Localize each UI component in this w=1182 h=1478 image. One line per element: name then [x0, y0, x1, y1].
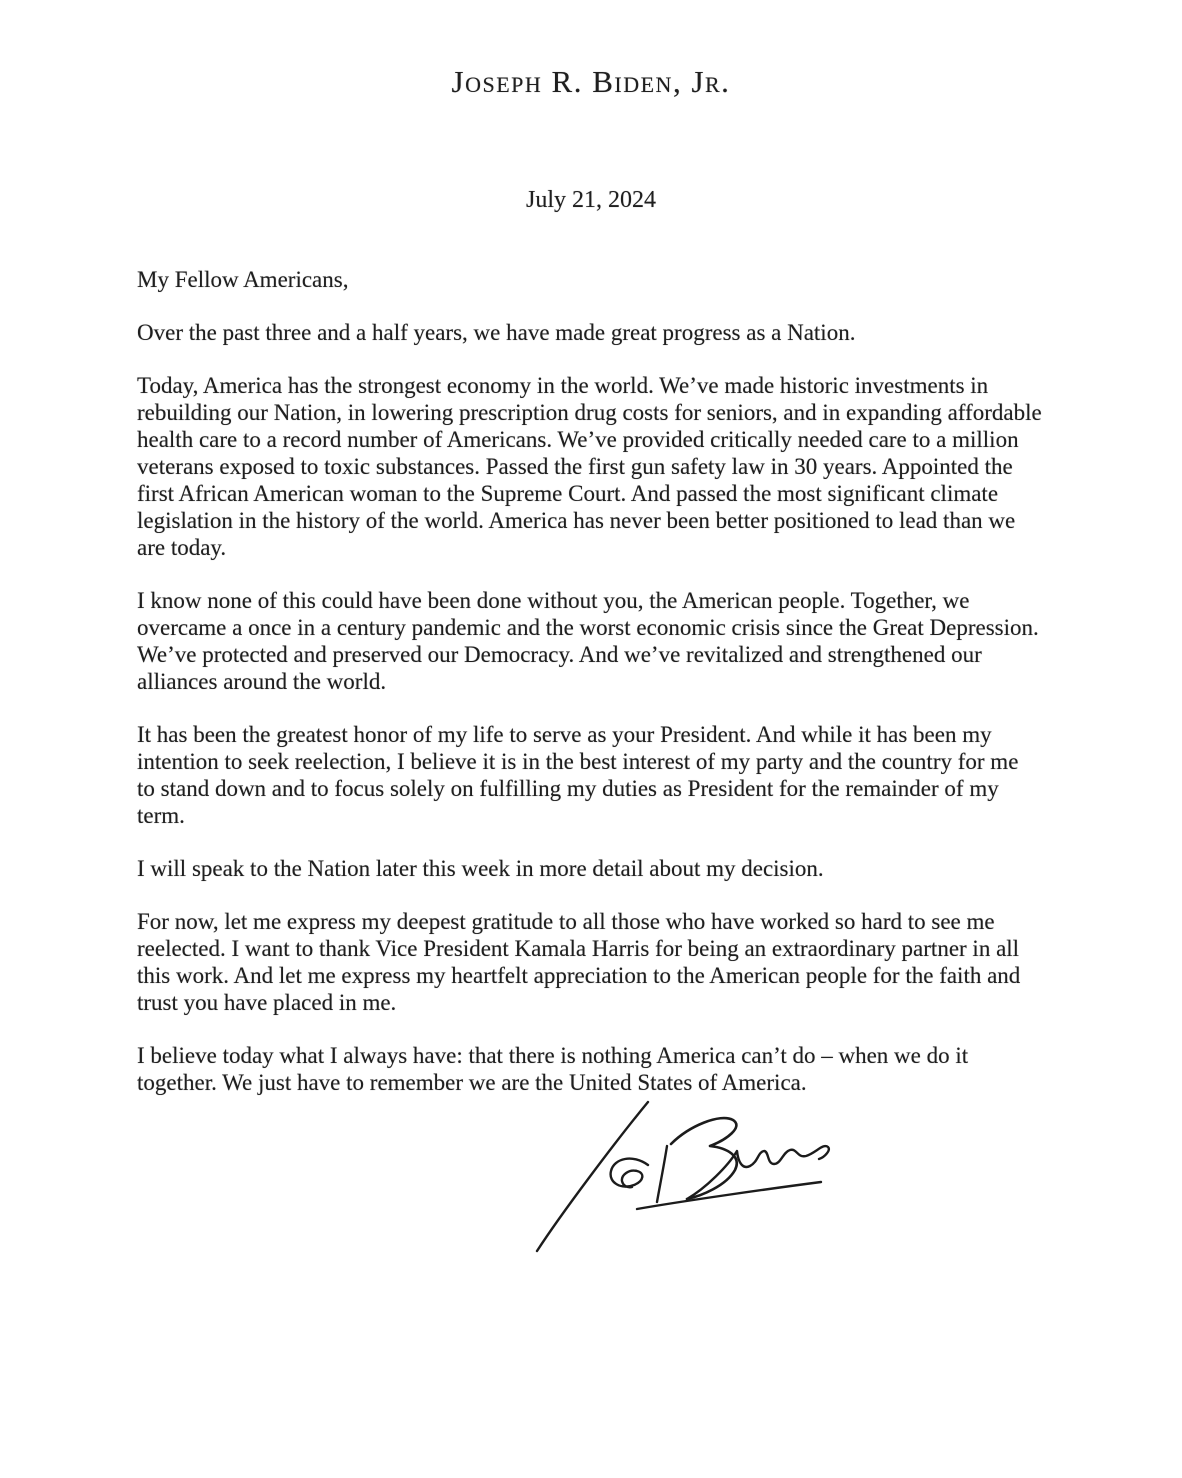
salutation: My Fellow Americans, — [137, 267, 349, 292]
letter-paragraph: Today, America has the strongest economy in the world. We’ve made historic investments in rebuilding our Nation, in lowering prescription drug costs for seniors, and in expanding affordable health care to a record number of Americans. We’ve provided critically needed care to a million veterans exposed to toxic substances. Passed the first gun safety law in 30 years. Appointed the first African American woman to the Supreme Court. And passed the most significant climate legislation in the history of the world. America has never been better positioned to lead than we are today. — [137, 373, 1042, 560]
letterhead-name: Joseph R. Biden, Jr. — [451, 64, 731, 99]
letter-paragraph: For now, let me express my deepest gratitude to all those who have worked so hard to see me reelected. I want to thank Vice President Kamala Harris for being an extraordinary partner in all this work. And let me express my heartfelt appreciation to the American people for the faith and trust you have placed in me. — [137, 909, 1021, 1015]
letter-body — [0, 266, 1042, 1096]
letter-date: July 21, 2024 — [525, 187, 656, 213]
letter-paragraph: I know none of this could have been done without you, the American people. Together, we overcame a once in a century pandemic and the worst economic crisis since the Great Depression. We’ve protected and preserved our Democracy. And we’ve revitalized and strengthened our alliances around the world. — [137, 588, 1039, 694]
letter-paragraph: It has been the greatest honor of my life to serve as your President. And while it has been my intention to seek reelection, I believe it is in the best interest of my party and the country for me to stand down and to focus solely on fulfilling my duties as President for the remainder of my term. — [137, 722, 1019, 828]
signature-svg — [515, 1088, 835, 1263]
letter-paragraph: I believe today what I always have: that there is nothing America can’t do – when we do it together. We just have to remember we are the United States of America. — [137, 1043, 969, 1095]
joe-biden-signature-icon — [515, 1088, 835, 1263]
letter-paragraph: I will speak to the Nation later this week in more detail about my decision. — [137, 856, 824, 881]
letter-paragraph: Over the past three and a half years, we have made great progress as a Nation. — [137, 320, 856, 345]
